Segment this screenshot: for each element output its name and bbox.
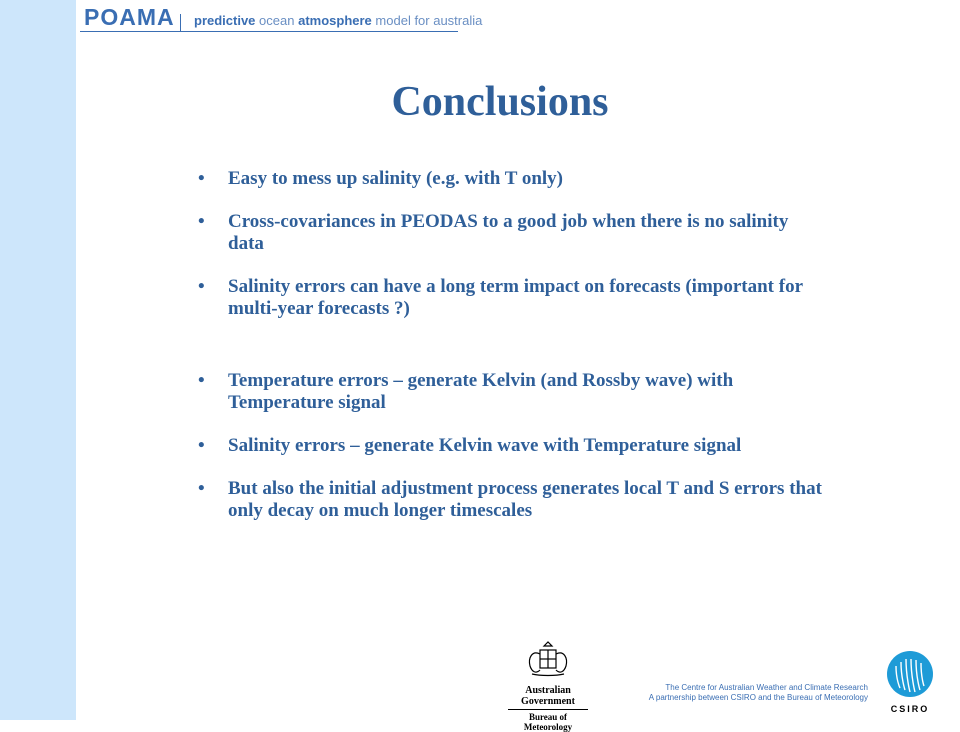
- cawcr-line2: A partnership between CSIRO and the Bureau of Meteorology: [648, 693, 868, 702]
- australian-government-logo: [500, 640, 596, 732]
- bullet-item: • Cross-covariances in PEODAS to a good job when there is no salinity data: [198, 211, 828, 255]
- gov-line2: Bureau of Meteorology: [508, 709, 588, 732]
- bullet-list: [198, 168, 828, 543]
- header-divider: [180, 14, 181, 32]
- slide-title: Conclusions: [391, 79, 609, 125]
- cawcr-line1: The Centre for Australian Weather and Climate Research: [665, 683, 868, 692]
- header-tagline: predictive ocean atmosphere model for australia: [194, 13, 483, 28]
- cawcr-credit: [649, 683, 868, 703]
- poama-header: [76, 0, 483, 40]
- bullet-item: • Salinity errors can have a long term impact on forecasts (important for multi-year forecasts ?): [198, 276, 828, 320]
- gov-line1: Australian Government: [521, 685, 575, 707]
- bullet-item: • But also the initial adjustment process generates local T and S errors that only decay on much longer timescales: [198, 478, 828, 522]
- poama-logo: POAMA: [84, 4, 175, 30]
- header-rule: [80, 31, 458, 32]
- csiro-emblem-icon: [886, 650, 934, 698]
- csiro-logo: [884, 650, 936, 716]
- bullet-item: • Easy to mess up salinity (e.g. with T only): [198, 168, 828, 190]
- coat-of-arms-icon: [518, 640, 578, 678]
- csiro-label: CSIRO: [890, 704, 930, 714]
- bullet-item: • Temperature errors – generate Kelvin (and Rossby wave) with Temperature signal: [198, 370, 828, 414]
- bullet-item: • Salinity errors – generate Kelvin wave with Temperature signal: [198, 435, 828, 457]
